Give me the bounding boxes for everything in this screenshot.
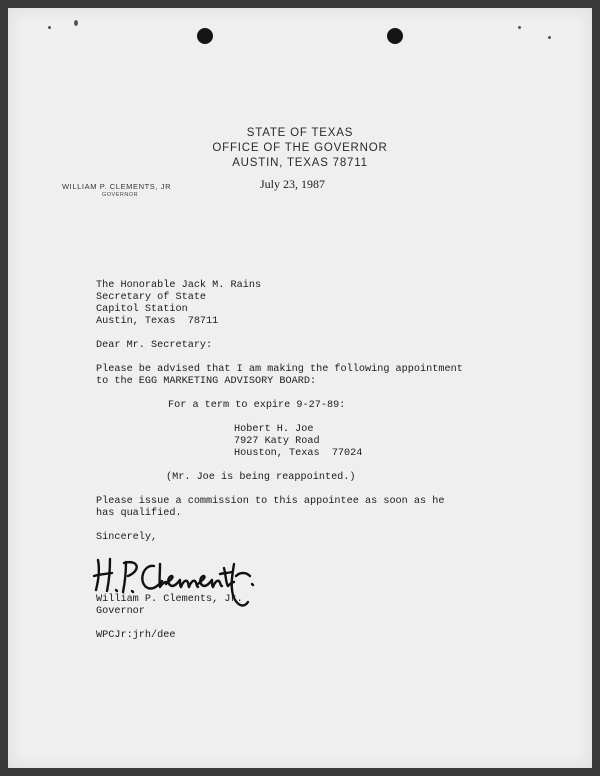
recipient-line: The Honorable Jack M. Rains [96,280,262,291]
signer-name: William P. Clements, Jr. [96,594,243,605]
body-paragraph-line: Please issue a commission to this appointee as soon as he [96,496,445,507]
letterhead-state: STATE OF TEXAS [246,127,354,139]
letterhead-governor-name: WILLIAM P. CLEMENTS, JR [62,182,172,191]
appointee-city: Houston, Texas 77024 [234,448,363,459]
term-line: For a term to expire 9-27-89: [168,400,346,411]
letterhead-office: OFFICE OF THE GOVERNOR [212,142,388,154]
letter-date: July 23, 1987 [260,177,326,191]
body-paragraph-line: has qualified. [96,508,182,519]
appointee-name: Hobert H. Joe [234,424,314,435]
reference-initials: WPCJr:jrh/dee [96,630,176,641]
salutation: Dear Mr. Secretary: [96,340,213,351]
recipient-line: Austin, Texas 78711 [96,316,219,327]
paper-speck [48,26,51,29]
signer-title: Governor [96,606,145,617]
body-paragraph-line: to the EGG MARKETING ADVISORY BOARD: [96,376,317,387]
appointee-street: 7927 Katy Road [234,436,320,447]
letterhead-address: AUSTIN, TEXAS 78711 [232,157,368,169]
closing: Sincerely, [96,532,158,543]
paper-speck [74,20,78,26]
paper-speck [518,26,521,29]
letterhead-governor-title: GOVERNOR [102,192,139,198]
letter-page [8,8,592,768]
punch-hole-left [197,28,213,44]
body-paragraph-line: Please be advised that I am making the following appointment [96,364,463,375]
punch-hole-right [387,28,403,44]
paper-speck [548,36,551,39]
recipient-line: Secretary of State [96,292,207,303]
reappointment-note: (Mr. Joe is being reappointed.) [166,472,356,483]
recipient-line: Capitol Station [96,304,188,315]
